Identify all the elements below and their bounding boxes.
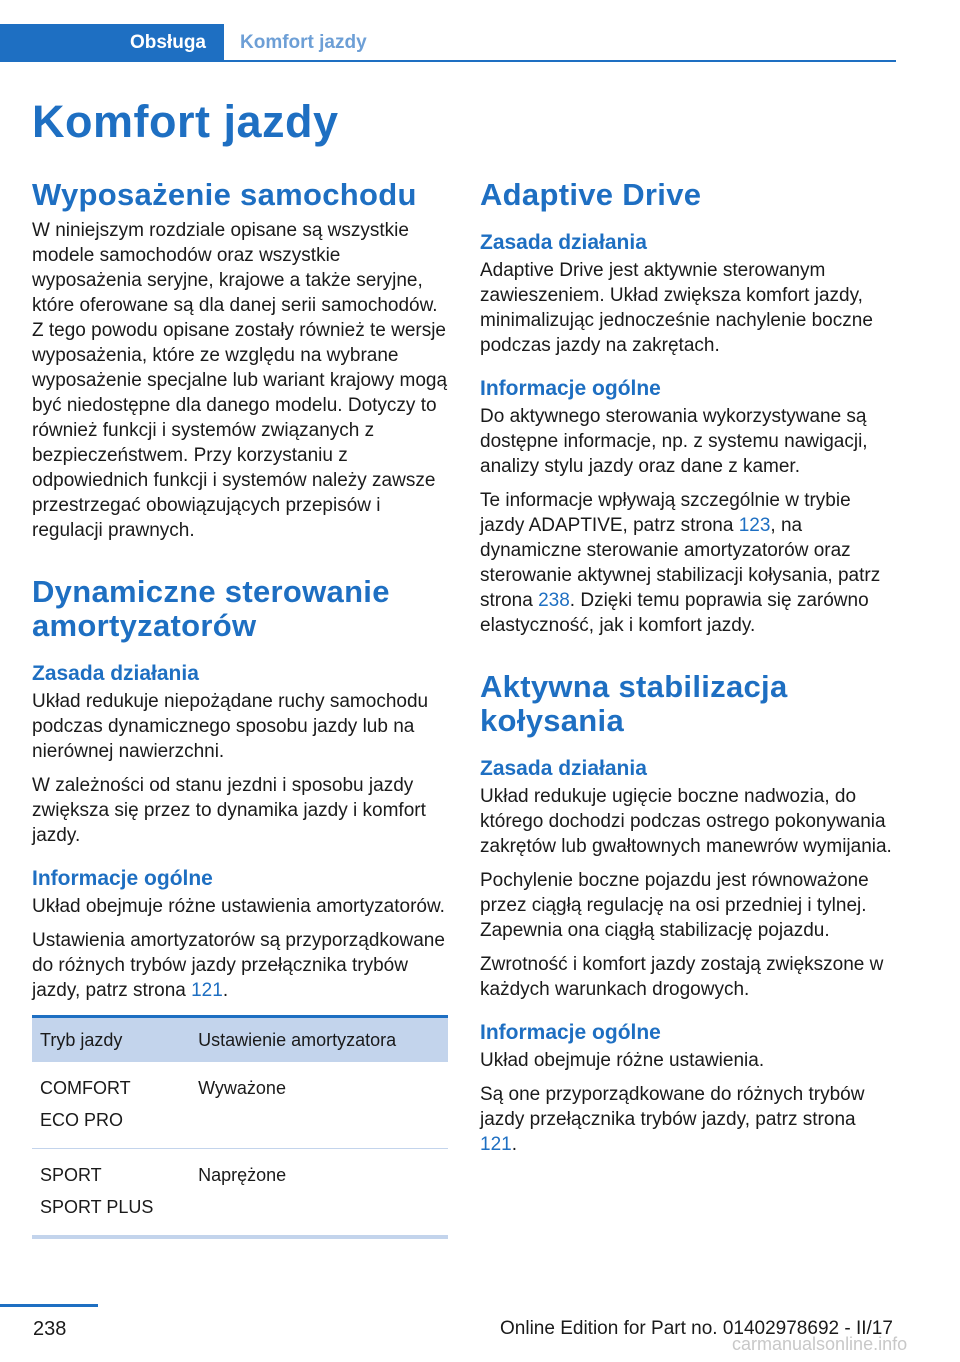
damper-general-text-2: [32, 928, 448, 1003]
footer-edition: Online Edition for Part no. 01402978692 - II/17: [500, 1318, 893, 1339]
stabilization-heading: Aktywna stabilizacja kołysania: [480, 669, 788, 738]
stabilization-general-text-2-start: Są one przyporządkowane do różnych trybów jazdy przełącznika trybów jazdy, patrz strona: [480, 1084, 865, 1130]
stabilization-principle-heading: Zasada działania: [480, 757, 647, 780]
adaptive-general-text-2: [480, 488, 896, 638]
stabilization-general-text-1: Układ obejmuje różne ustawienia.: [480, 1050, 765, 1071]
damper-heading: Dynamiczne sterowanie amortyzatorów: [32, 574, 390, 643]
stabilization-principle-text-1: Układ redukuje ugięcie boczne nadwozia, do którego dochodzi podczas ostrego pokonywania zakrętów lub gwałtownych manewrów wymijania.: [480, 786, 892, 857]
stabilization-principle-text-3: Zwrotność i komfort jazdy zostają zwiększone w każdych warunkach drogowych.: [480, 954, 884, 1000]
chapter-tab[interactable]: Komfort jazdy: [240, 32, 367, 53]
table-row: [32, 1062, 448, 1149]
watermark: carmanualsonline.info: [732, 1334, 908, 1354]
header-rule: [224, 60, 896, 62]
table-row: [32, 1149, 448, 1238]
section-tab[interactable]: Obsługa: [0, 24, 224, 62]
equipment-heading: Wyposażenie samochodu: [32, 177, 417, 212]
page-link-123[interactable]: 123: [738, 515, 771, 536]
page-title: Komfort jazdy: [32, 96, 339, 147]
damper-principle-text-2: W zależności od stanu jezdni i sposobu jazdy zwiększa się przez to dynamika jazdy i komfort jazdy.: [32, 775, 426, 846]
stabilization-general-text-2-end: .: [511, 1134, 517, 1155]
adaptive-heading: Adaptive Drive: [480, 177, 702, 212]
adaptive-general-text-2-b: , na dynamiczne sterowanie amortyzatorów oraz sterowanie aktywnej stabilizacji kołysania, patrz strona: [480, 515, 881, 611]
page-number: 238: [33, 1318, 67, 1340]
damper-settings-table: [32, 1015, 448, 1239]
table-cell-mode: [32, 1149, 190, 1238]
stabilization-general-text-2: [480, 1082, 896, 1157]
damper-general-text-1: Układ obejmuje różne ustawienia amortyzatorów.: [32, 896, 445, 917]
adaptive-general-heading: Informacje ogólne: [480, 377, 661, 400]
damper-general-heading: Informacje ogólne: [32, 867, 213, 890]
left-column: [32, 178, 448, 1239]
table-header-row: [32, 1017, 448, 1063]
table-cell-setting: Naprężone: [190, 1149, 448, 1238]
adaptive-principle-heading: Zasada działania: [480, 231, 647, 254]
mode-sport-plus: SPORT PLUS: [40, 1197, 154, 1217]
footer-rule: [0, 1304, 98, 1307]
damper-principle-heading: Zasada działania: [32, 662, 199, 685]
page-link-238[interactable]: 238: [538, 590, 570, 611]
damper-general-text-2-end: .: [222, 980, 229, 1001]
adaptive-principle-text: Adaptive Drive jest aktywnie sterowanym zawieszeniem. Układ zwiększa komfort jazdy, minimalizując jednocześnie nachylenie boczne podczas jazdy na zakrętach.: [480, 260, 873, 356]
damper-principle-text-1: Układ redukuje niepożądane ruchy samochodu podczas dynamicznego sposobu jazdy lub na nierównej nawierzchni.: [32, 691, 429, 762]
stabilization-general-heading: Informacje ogólne: [480, 1021, 661, 1044]
table-cell-setting: Wyważone: [190, 1062, 448, 1149]
page-link-121-right[interactable]: 121: [480, 1134, 512, 1155]
equipment-text: W niniejszym rozdziale opisane są wszystkie modele samochodów oraz wszystkie wyposażenia seryjne, krajowe a także seryjne, które oferowane są dla danej serii samochodów. Z tego powodu opisane zostały również te wersje wyposażenia, które ze względu na wybrane wyposażenie specjalne lub wariant krajowy mogą być niedostępne dla danego modelu. Dotyczy to również funkcji i systemów związanych z bezpieczeństwem. Przy korzystaniu z odpowiednich funkcji i systemów należy zawsze przestrzegać obowiązujących przepisów i regulacji prawnych.: [32, 220, 448, 541]
mode-eco-pro: ECO PRO: [40, 1110, 124, 1130]
mode-sport: SPORT: [40, 1165, 102, 1185]
page-link-121[interactable]: 121: [191, 980, 223, 1001]
table-header-setting: Ustawienie amortyzatora: [190, 1017, 448, 1063]
adaptive-general-text-2-c: . Dzięki temu poprawia się zarówno elastyczność, jak i komfort jazdy.: [480, 590, 869, 636]
table-header-mode: Tryb jazdy: [32, 1017, 190, 1063]
right-column: [480, 178, 896, 1166]
adaptive-general-text-1: Do aktywnego sterowania wykorzystywane są dostępne informacje, np. z systemu nawigacji, analizy stylu jazdy oraz dane z kamer.: [480, 406, 868, 477]
damper-general-text-2-start: Ustawienia amortyzatorów są przyporządkowane do różnych trybów jazdy przełącznika trybów jazdy, patrz strona: [32, 930, 445, 1001]
adaptive-general-text-2-a: Te informacje wpływają szczególnie w trybie jazdy ADAPTIVE, patrz strona: [480, 490, 851, 536]
mode-comfort: COMFORT: [40, 1078, 131, 1098]
table-cell-mode: [32, 1062, 190, 1149]
stabilization-principle-text-2: Pochylenie boczne pojazdu jest równoważone przez ciągłą regulację na osi przedniej i tylnej. Zapewnia ona ciągłą stabilizację pojazdu.: [480, 870, 869, 941]
